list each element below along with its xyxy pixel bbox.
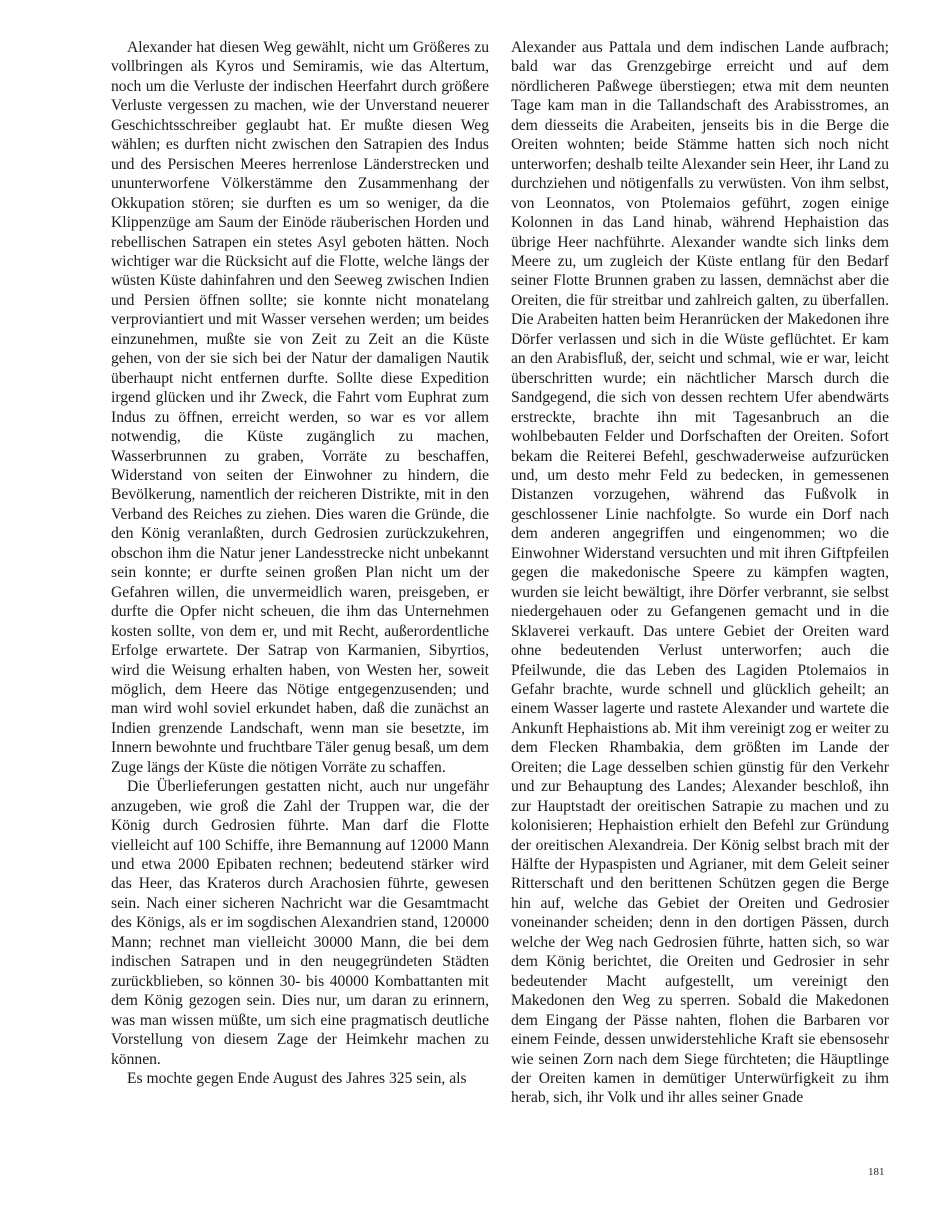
paragraph: Alexander aus Pattala und dem indischen Lande aufbrach; bald war das Grenzgebirge erreicht und auf dem nördlicheren Paßwege überstiegen; etwa mit dem neunten Tage kam man in die Tallandschaft des Arabisstromes, an dem diesseits die Arabeiten, jenseits bis in die Berge die Oreiten wohnten; beide Stämme hatten sich noch nicht unterworfen; deshalb teilte Alexander sein Heer, ihr Land zu durchziehen und nötigenfalls zu verwüsten. Von ihm selbst, von Leonnatos, von Ptolemaios geführt, zogen einige Kolonnen in das Land hinab, während Hephaistion das übrige Heer nachführte. Alexander wandte sich links dem Meere zu, um zugleich der Küste entlang für den Bedarf seiner Flotte Brunnen graben zu lassen, demnächst aber die Oreiten, die für streitbar und zahlreich galten, zu überfallen. Die Arabeiten hatten beim Heranrücken der Makedonen ihre Dörfer verlassen und sich in die Wüste geflüchtet. Er kam an den Arabisfluß, der, seicht und schmal, wie er war, leicht überschritten wurde; ein nächtlicher Marsch durch die Sandgegend, die sich von dessen rechtem Ufer abendwärts erstreckte, brachte ihn mit Tagesanbruch an die wohlbebauten Felder und Dorfschaften der Oreiten. Sofort bekam die Reiterei Befehl, geschwaderweise aufzurücken und, um desto mehr Feld zu bedecken, in gemessenen Distanzen vorzugehen, während das Fußvolk in geschlossener Linie nachfolgte. So wurde ein Dorf nach dem anderen angegriffen und eingenommen; wo die Einwohner Widerstand versuchten und mit ihren Giftpfeilen gegen die makedonische Speere zu kämpfen wagten, wurden sie leicht bewältigt, ihre Dörfer verbrannt, sie selbst niedergehauen oder zu Gefangenen gemacht und in die Sklaverei verkauft. Das untere Gebiet der Oreiten ward ohne bedeutenden Verlust unterworfen; auch die Pfeilwunde, die das Leben des Lagiden Ptolemaios in Gefahr brachte, wurde schnell und glücklich geheilt; an einem Wasser lagerte und rastete Alexander und wartete die Ankunft Hephaistions ab. Mit ihm vereinigt zog er weiter zu dem Flecken Rhambakia, dem größten im Lande der Oreiten; die Lage desselben schien günstig für den Verkehr und zur Behauptung des Landes; Alexander beschloß, ihn zur Hauptstadt der oreitischen Satrapie zu machen und zu kolonisieren; Hephaistion erhielt den Befehl zur Gründung der oreitischen Alexandreia. Der König selbst brach mit der Hälfte der Hypaspisten und Agrianer, mit dem Geleit seiner Ritterschaft und den berittenen Schützen gegen die Berge hin auf, welche das Gebiet der Oreiten und Gedrosier voneinander scheiden; denn in den dortigen Pässen, durch welche der Weg nach Gedrosien führte, hatten sich, so war dem König berichtet, die Oreiten und Gedrosier in sehr bedeutender Macht aufgestellt, um vereinigt den Makedonen den Weg zu sperren. Sobald die Makedonen dem Eingang der Pässe nahten, flohen die Barbaren vor einem Feinde, dessen unwiderstehliche Kraft sie ebensosehr wie seinen Zorn nach dem Siege fürchteten; die Häuptlinge der Oreiten kamen in demütiger Unterwürfigkeit zu ihm herab, sich, ihr Volk und ihr alles seiner Gnade [511,39,889,1107]
paragraph: Alexander hat diesen Weg gewählt, nicht um Größeres zu vollbringen als Kyros und Semiramis, wie das Altertum, noch um die Verluste der indischen Heerfahrt durch größere Verluste vergessen zu machen, wie der Unverstand neuerer Geschichtsschreiber geglaubt hat. Er mußte diesen Weg wählen; es durften nicht zwischen den Satrapien des Indus und des Persischen Meeres herrenlose Länderstrecken und ununterworfene Völkerstämme den Zusammenhang der Okkupation stören; sie durften es um so weniger, da die Klippenzüge am Saum der Einöde räuberischen Horden und rebellischen Satrapen ein stetes Asyl geboten hätten. Noch wichtiger war die Rücksicht auf die Flotte, welche längs der wüsten Küste dahinfahren und den Seeweg zwischen Indien und Persien öffnen sollte; sie konnte nicht monatelang verproviantiert und mit Wasser versehen werden; um beides einzunehmen, mußte sie von Zeit zu Zeit an die Küste gehen, von der sie sich bei der Natur der damaligen Nautik überhaupt nicht entfernen durfte. Sollte diese Expedition irgend glücken und ihr Zweck, die Fahrt vom Euphrat zum Indus zu öffnen, erreicht werden, so war es vor allem notwendig, die Küste zugänglich zu machen, Wasserbrunnen zu graben, Vorräte zu beschaffen, Widerstand von seiten der Einwohner zu hindern, die Bevölkerung, namentlich der reicheren Distrikte, mit in den Verband des Reiches zu ziehen. Dies waren die Gründe, die den König veranlaßten, durch Gedrosien zurückzukehren, obschon ihm die Natur jener Landesstrecke nicht unbekannt sein konnte; er durfte seinen großen Plan nicht um der Gefahren willen, die unvermeidlich waren, preisgeben, er durfte die Opfer nicht scheuen, die ihm das Unternehmen kosten sollte, von dem er, und mit Recht, außerordentliche Erfolge erwartete. Der Satrap von Karmanien, Sibyrtios, wird die Weisung erhalten haben, von Westen her, soweit möglich, dem Heere das Nötige entgegenzusenden; und man wird wohl soviel erkundet haben, daß die zunächst an Indien grenzende Landschaft, wenn man sie besetzte, im Innern bewohnte und fruchtbare Täler genug besaß, um dem Zuge längs der Küste die nötigen Vorräte zu schaffen. [111,39,489,776]
paragraph: Die Überlieferungen gestatten nicht, auch nur ungefähr anzugeben, wie groß die Zahl der Truppen war, die der König durch Gedrosien führte. Man darf die Flotte vielleicht auf 100 Schiffe, ihre Bemannung auf 12000 Mann und etwa 2000 Epibaten rechnen; bedeutend stärker wird das Heer, das Krateros durch Arachosien führte, gewesen sein. Nach einer sicheren Nachricht war die Gesamtmacht des Königs, als er im sogdischen Alexandrien stand, 120000 Mann; rechnet man vielleicht 30000 Mann, die bei dem indischen Satrapen und in den neugegründeten Städten zurückblieben, so können 30- bis 40000 Kombattanten mit dem König gezogen sein. Dies nur, um daran zu erinnern, was man wissen müßte, um sich eine pragmatisch deutliche Vorstellung von diesem Zage der Heimkehr machen zu können. [111,778,489,1068]
page-number: 181 [868,1166,885,1178]
left-column [111,38,489,1088]
right-column [511,38,889,1108]
paragraph: Es mochte gegen Ende August des Jahres 325 sein, als [127,1070,467,1088]
